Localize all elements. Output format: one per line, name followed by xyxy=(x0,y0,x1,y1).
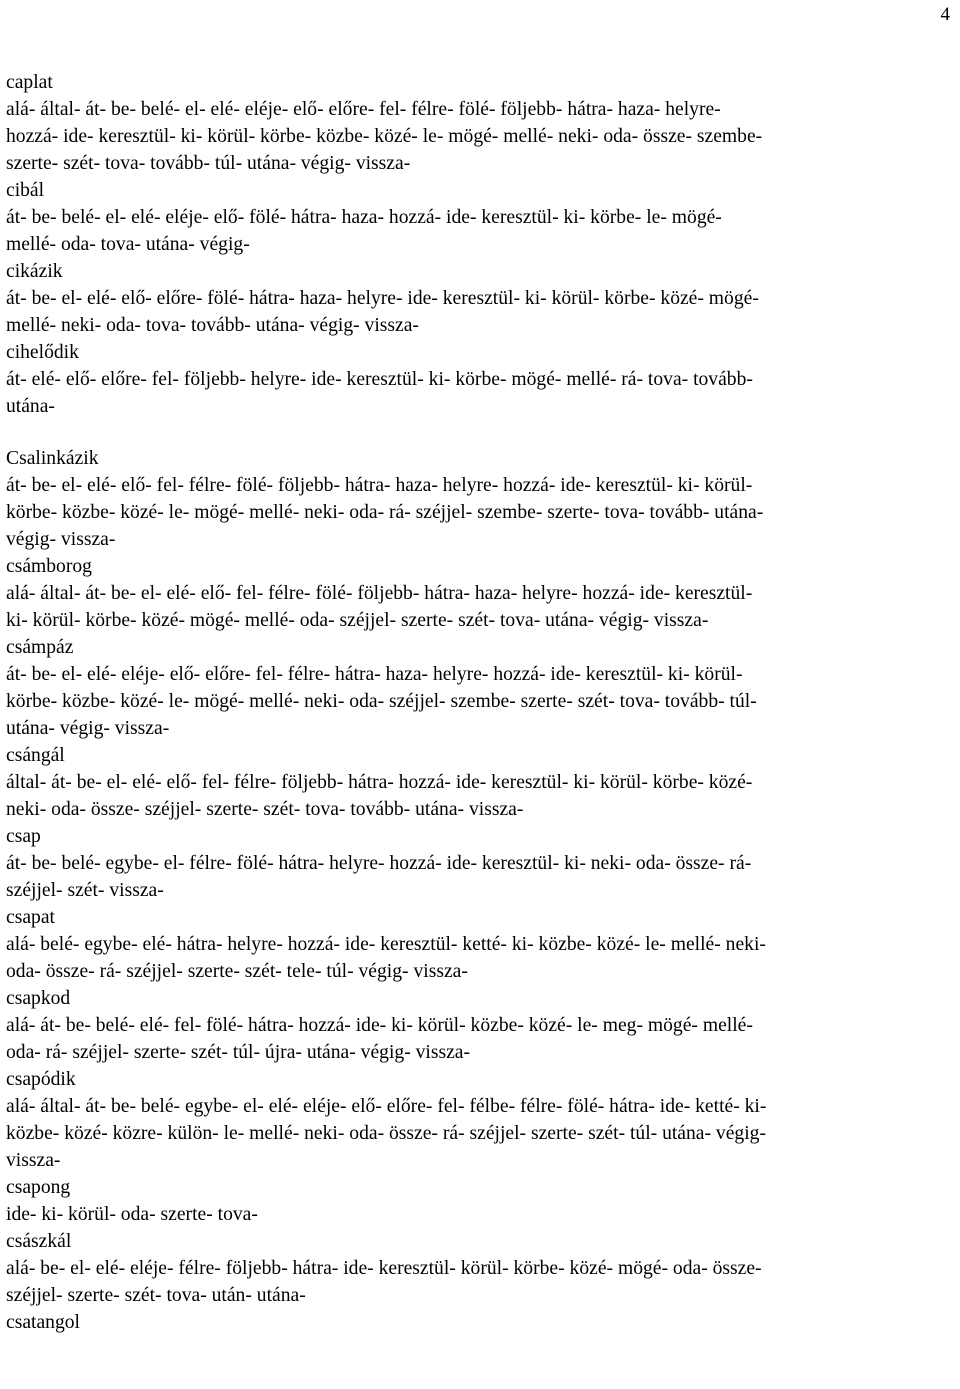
entry-headword: császkál xyxy=(6,1231,72,1252)
entry-headword: csapong xyxy=(6,1177,71,1198)
dictionary-entry xyxy=(6,258,954,339)
entry-prefix-line: oda- rá- széjjel- szerte- szét- túl- újra- utána- végig- vissza- xyxy=(6,1042,471,1063)
dictionary-entries xyxy=(6,69,954,1336)
entry-prefix-line: vissza- xyxy=(6,1150,61,1171)
entry-prefix-line: ki- körül- körbe- közé- mögé- mellé- oda- széjjel- szerte- szét- tova- utána- végig- vissza- xyxy=(6,610,709,631)
entry-headword: csapkod xyxy=(6,988,71,1009)
entry-headword: caplat xyxy=(6,72,53,93)
entry-headword: cibál xyxy=(6,180,45,201)
dictionary-entry xyxy=(6,553,954,634)
entry-headword: csángál xyxy=(6,745,65,766)
entry-prefix-line: át- be- belé- el- elé- eléje- elő- fölé- hátra- haza- hozzá- ide- keresztül- ki- körbe- le- mögé- xyxy=(6,207,722,228)
entry-prefix-line: utána- xyxy=(6,396,55,417)
entry-headword: cihelődik xyxy=(6,342,79,363)
entry-prefix-line: körbe- közbe- közé- le- mögé- mellé- neki- oda- széjjel- szembe- szerte- szét- tova- tovább- túl- xyxy=(6,691,757,712)
entry-spacer xyxy=(6,420,954,445)
entry-prefix-line: szerte- szét- tova- tovább- túl- utána- végig- vissza- xyxy=(6,153,411,174)
dictionary-entry xyxy=(6,634,954,742)
entry-prefix-line: végig- vissza- xyxy=(6,529,116,550)
entry-prefix-line: alá- által- át- be- el- elé- elő- fel- félre- fölé- följebb- hátra- haza- helyre- hozzá- ide- keresztül- xyxy=(6,583,753,604)
entry-prefix-line: alá- által- át- be- belé- egybe- el- elé- eléje- elő- előre- fel- félbe- félre- fölé- hátra- ide- ketté- ki- xyxy=(6,1096,767,1117)
dictionary-entry xyxy=(6,1228,954,1309)
entry-prefix-line: át- be- el- elé- eléje- elő- előre- fel- félre- hátra- haza- helyre- hozzá- ide- keresztül- ki- körül- xyxy=(6,664,743,685)
entry-prefix-line: neki- oda- össze- széjjel- szerte- szét- tova- tovább- utána- vissza- xyxy=(6,799,524,820)
dictionary-entry xyxy=(6,904,954,985)
entry-prefix-line: közbe- közé- közre- külön- le- mellé- neki- oda- össze- rá- széjjel- szerte- szét- túl- utána- végig- xyxy=(6,1123,766,1144)
entry-prefix-line: alá- által- át- be- belé- el- elé- eléje- elő- előre- fel- félre- fölé- följebb- hátra- haza- helyre- xyxy=(6,99,721,120)
entry-prefix-line: által- át- be- el- elé- elő- fel- félre- följebb- hátra- hozzá- ide- keresztül- ki- körül- körbe- közé- xyxy=(6,772,753,793)
entry-headword: csapat xyxy=(6,907,55,928)
entry-headword: csámpáz xyxy=(6,637,74,658)
dictionary-entry xyxy=(6,1066,954,1174)
entry-prefix-line: széjjel- szerte- szét- tova- után- utána- xyxy=(6,1285,306,1306)
entry-headword: Csalinkázik xyxy=(6,448,99,469)
dictionary-entry xyxy=(6,1174,954,1228)
entry-prefix-line: széjjel- szét- vissza- xyxy=(6,880,164,901)
entry-prefix-line: hozzá- ide- keresztül- ki- körül- körbe- közbe- közé- le- mögé- mellé- neki- oda- össze- szembe- xyxy=(6,126,763,147)
entry-prefix-line: mellé- oda- tova- utána- végig- xyxy=(6,234,250,255)
entry-prefix-line: ide- ki- körül- oda- szerte- tova- xyxy=(6,1204,258,1225)
dictionary-entry xyxy=(6,445,954,553)
entry-prefix-line: át- be- belé- egybe- el- félre- fölé- hátra- helyre- hozzá- ide- keresztül- ki- neki- oda- össze- rá- xyxy=(6,853,752,874)
entry-prefix-line: oda- össze- rá- széjjel- szerte- szét- tele- túl- végig- vissza- xyxy=(6,961,468,982)
entry-prefix-line: át- elé- elő- előre- fel- följebb- helyre- ide- keresztül- ki- körbe- mögé- mellé- rá- tova- tovább- xyxy=(6,369,753,390)
entry-headword: csámborog xyxy=(6,556,92,577)
entry-prefix-line: mellé- neki- oda- tova- tovább- utána- végig- vissza- xyxy=(6,315,419,336)
entry-headword: cikázik xyxy=(6,261,63,282)
entry-prefix-line: át- be- el- elé- elő- előre- fölé- hátra- haza- helyre- ide- keresztül- ki- körül- körbe- közé- mögé- xyxy=(6,288,759,309)
entry-prefix-line: alá- át- be- belé- elé- fel- fölé- hátra- hozzá- ide- ki- körül- közbe- közé- le- meg- mögé- mellé- xyxy=(6,1015,753,1036)
entry-prefix-line: át- be- el- elé- elő- fel- félre- fölé- följebb- hátra- haza- helyre- hozzá- ide- keresztül- ki- körül- xyxy=(6,475,753,496)
entry-prefix-line: körbe- közbe- közé- le- mögé- mellé- neki- oda- rá- széjjel- szembe- szerte- tova- tovább- utána- xyxy=(6,502,764,523)
page-number: 4 xyxy=(940,4,950,25)
dictionary-entry xyxy=(6,69,954,177)
dictionary-entry xyxy=(6,985,954,1066)
entry-prefix-line: alá- be- el- elé- eléje- félre- följebb- hátra- ide- keresztül- körül- körbe- közé- mögé- oda- össze- xyxy=(6,1258,762,1279)
entry-headword: csapódik xyxy=(6,1069,76,1090)
dictionary-entry xyxy=(6,742,954,823)
dictionary-entry xyxy=(6,339,954,420)
entry-headword: csatangol xyxy=(6,1312,80,1333)
dictionary-entry xyxy=(6,823,954,904)
dictionary-entry xyxy=(6,1309,954,1336)
entry-prefix-line: alá- belé- egybe- elé- hátra- helyre- hozzá- ide- keresztül- ketté- ki- közbe- közé- le- mellé- neki- xyxy=(6,934,766,955)
entry-headword: csap xyxy=(6,826,41,847)
dictionary-entry xyxy=(6,177,954,258)
entry-prefix-line: utána- végig- vissza- xyxy=(6,718,170,739)
